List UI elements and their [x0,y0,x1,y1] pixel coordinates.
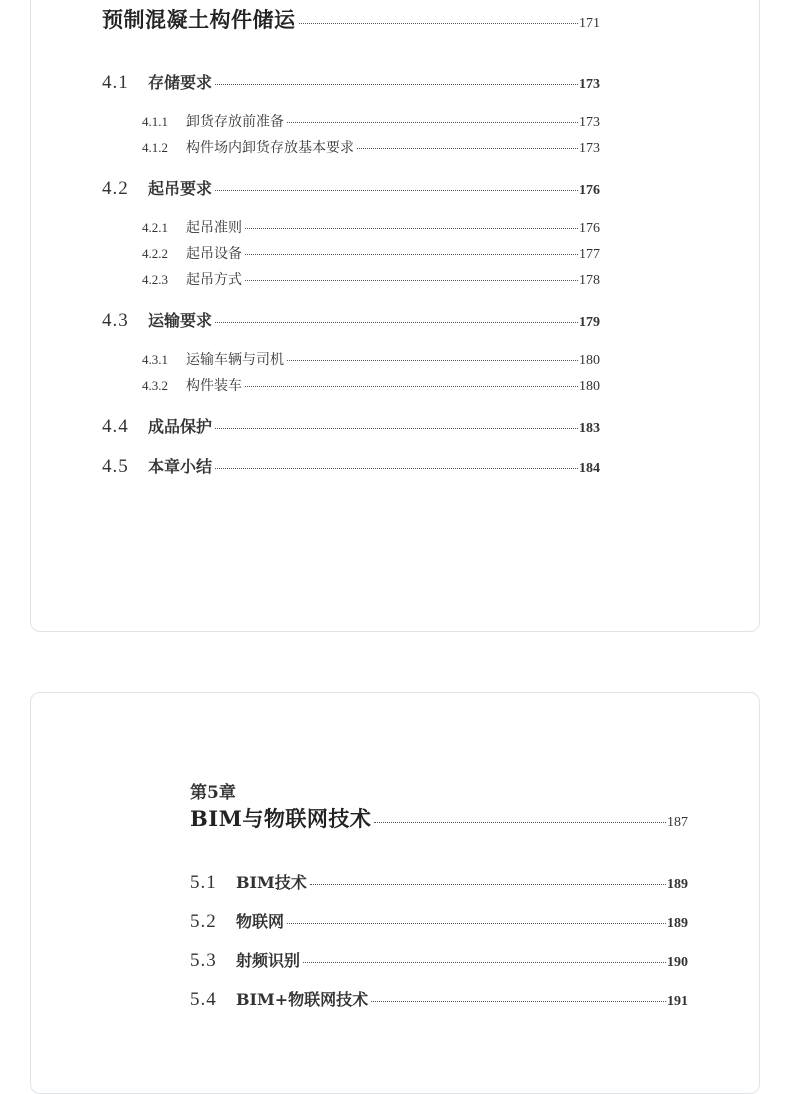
page-number: 173 [579,115,600,130]
subsection-title: 起吊设备 [186,246,242,262]
page-number: 179 [579,315,600,330]
page-number: 191 [667,994,688,1009]
leader-dots [245,386,578,387]
toc-subsection-4-1-1[interactable] [142,111,600,131]
leader-dots [215,84,578,85]
section-number: 4.1 [102,72,129,93]
page-number: 173 [579,141,600,156]
page-number: 184 [579,461,600,476]
section-number: 4.3 [102,310,129,331]
leader-dots [215,468,578,469]
toc-section-4-2[interactable] [102,176,600,200]
section-number: 5.2 [190,911,217,932]
subsection-title: 起吊方式 [186,272,242,288]
subsection-number: 4.3.1 [142,352,168,367]
subsection-number: 4.3.2 [142,378,168,393]
toc-section-5-4[interactable] [190,987,688,1011]
toc-subsection-4-2-2[interactable] [142,243,600,263]
toc-section-4-5[interactable] [102,454,600,478]
section-title: 运输要求 [148,311,213,330]
leader-dots [287,923,666,924]
subsection-number: 4.1.2 [142,140,168,155]
subsection-title: 运输车辆与司机 [186,352,284,368]
leader-dots [371,1001,666,1002]
subsection-title: 构件场内卸货存放基本要求 [186,140,354,156]
page-number: 180 [579,353,600,368]
subsection-number: 4.2.3 [142,272,168,287]
section-title: 物联网 [236,912,285,931]
leader-dots [310,884,666,885]
toc-subsection-4-2-1[interactable] [142,217,600,237]
leader-dots [303,962,666,963]
section-number: 4.4 [102,416,129,437]
section-title: BIM+物联网技术 [236,990,369,1009]
toc-subsection-4-1-2[interactable] [142,137,600,157]
toc-section-4-1[interactable] [102,70,600,94]
toc-chapter-4-title[interactable] [102,4,600,34]
section-number: 5.4 [190,989,217,1010]
toc-section-5-3[interactable] [190,948,688,972]
subsection-title: 构件装车 [186,378,242,394]
chapter-5-label: 第5章 [190,783,236,803]
leader-dots [215,190,578,191]
page-number: 173 [579,77,600,92]
section-title: 起吊要求 [148,179,213,198]
section-number: 5.1 [190,872,217,893]
leader-dots [357,148,578,149]
toc-subsection-4-3-2[interactable] [142,375,600,395]
toc-subsection-4-2-3[interactable] [142,269,600,289]
chapter-title: BIM与物联网技术 [190,806,372,831]
section-number: 4.5 [102,456,129,477]
leader-dots [245,254,578,255]
leader-dots [374,822,666,823]
leader-dots [245,280,578,281]
leader-dots [215,428,578,429]
page-number: 180 [579,379,600,394]
leader-dots [287,122,578,123]
subsection-title: 卸货存放前准备 [186,114,284,130]
page-number: 189 [667,916,688,931]
page-number: 178 [579,273,600,288]
page-number: 190 [667,955,688,970]
page-number: 176 [579,221,600,236]
section-title: 存储要求 [148,73,213,92]
page-number: 171 [579,16,600,31]
section-title: 本章小结 [148,457,213,476]
page-number: 183 [579,421,600,436]
chapter-title: 预制混凝土构件储运 [102,7,296,32]
subsection-number: 4.2.1 [142,220,168,235]
section-title: 成品保护 [148,417,213,436]
leader-dots [299,23,579,24]
toc-section-4-4[interactable] [102,414,600,438]
toc-section-5-2[interactable] [190,909,688,933]
page-number: 189 [667,877,688,892]
toc-subsection-4-3-1[interactable] [142,349,600,369]
page-number: 177 [579,247,600,262]
subsection-title: 起吊准则 [186,220,242,236]
section-number: 4.2 [102,178,129,199]
section-number: 5.3 [190,950,217,971]
page-number: 187 [667,815,688,830]
page-number: 176 [579,183,600,198]
leader-dots [245,228,578,229]
toc-chapter-5-title[interactable] [190,803,688,833]
subsection-number: 4.1.1 [142,114,168,129]
section-title: 射频识别 [236,951,301,970]
toc-section-5-1[interactable] [190,870,688,894]
toc-section-4-3[interactable] [102,308,600,332]
section-title: BIM技术 [236,873,307,892]
subsection-number: 4.2.2 [142,246,168,261]
leader-dots [287,360,578,361]
leader-dots [215,322,578,323]
